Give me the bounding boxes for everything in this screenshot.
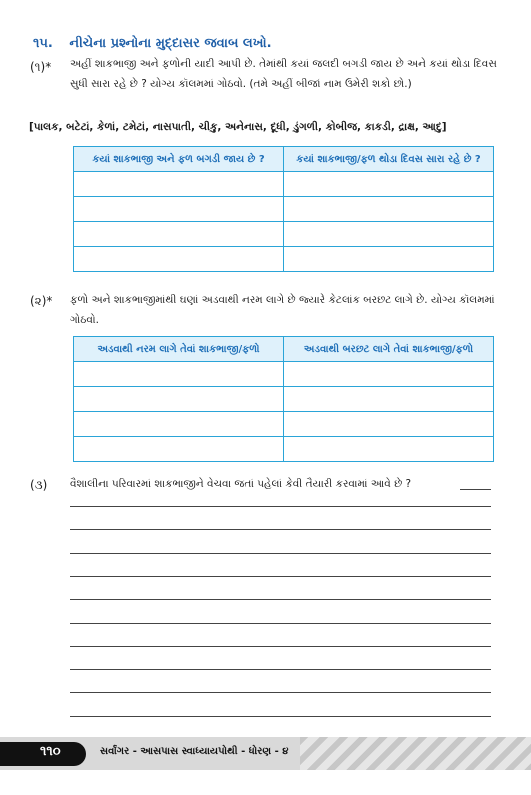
table-row xyxy=(74,387,494,412)
table-row xyxy=(74,197,494,222)
footer-book-title: સર્વાંગર - આસપાસ સ્વાધ્યાયપોથી - ધોરણ - ૪ xyxy=(100,746,289,757)
table-row xyxy=(74,222,494,247)
q3-number: (૩) xyxy=(30,478,48,492)
answer-cell[interactable] xyxy=(74,437,284,462)
table-row xyxy=(74,172,494,197)
q3-inline-answer-line[interactable] xyxy=(460,489,491,490)
answer-line[interactable] xyxy=(70,553,491,554)
answer-line[interactable] xyxy=(70,692,491,693)
table-row xyxy=(74,437,494,462)
answer-cell[interactable] xyxy=(284,197,494,222)
q1-item-list: [પાલક, બટેટાં, કેળાં, ટમેટાં, નાસપાતી, ચીકુ, અનેનાસ, દૂધી, ડુંગળી, કોબીજ, કાકડી, દ્રાક્ષ, આદુ] xyxy=(29,121,447,133)
q1-col-header-last: કયાં શાકભાજી/ફળ થોડા દિવસ સારા રહે છે ? xyxy=(284,147,494,172)
answer-line[interactable] xyxy=(70,623,491,624)
q2-text: ફળો અને શાકભાજીમાંથી ઘણાં અડવાથી નરમ લાગે છે જ્યારે કેટલાંક બરછટ લાગે છે. યોગ્ય કૉલમમાં ગોઠવો. xyxy=(70,294,495,326)
table-row xyxy=(74,362,494,387)
answer-line[interactable] xyxy=(70,529,491,530)
q1-table xyxy=(73,146,494,272)
answer-line[interactable] xyxy=(70,506,491,507)
table-row xyxy=(74,247,494,272)
answer-line[interactable] xyxy=(70,716,491,717)
q2-table xyxy=(73,336,494,462)
answer-line[interactable] xyxy=(70,576,491,577)
answer-cell[interactable] xyxy=(284,222,494,247)
q1-number: (૧)* xyxy=(30,60,52,74)
answer-cell[interactable] xyxy=(74,412,284,437)
answer-cell[interactable] xyxy=(284,412,494,437)
q2-number: (૨)* xyxy=(30,294,53,308)
answer-cell[interactable] xyxy=(284,247,494,272)
q2-col-header-rough: અડવાથી બરછટ લાગે તેવાં શાકભાજી/ફળો xyxy=(284,337,494,362)
answer-cell[interactable] xyxy=(74,172,284,197)
footer-stripes xyxy=(300,737,531,770)
table-row xyxy=(74,412,494,437)
exercise-heading xyxy=(33,36,272,51)
answer-cell[interactable] xyxy=(74,197,284,222)
q1-col-header-spoil: કયાં શાકભાજી અને ફળ બગડી જાય છે ? xyxy=(74,147,284,172)
exercise-title: નીચેના પ્રશ્નોના મુદ્દાસર જવાબ લખો. xyxy=(69,36,272,51)
answer-cell[interactable] xyxy=(74,387,284,412)
answer-cell[interactable] xyxy=(284,172,494,197)
answer-line[interactable] xyxy=(70,599,491,600)
answer-line[interactable] xyxy=(70,646,491,647)
answer-cell[interactable] xyxy=(284,387,494,412)
answer-cell[interactable] xyxy=(284,362,494,387)
answer-cell[interactable] xyxy=(74,222,284,247)
exercise-number: ૧૫. xyxy=(33,36,53,51)
page-number: ૧૧૦ xyxy=(40,744,61,759)
answer-cell[interactable] xyxy=(74,247,284,272)
answer-cell[interactable] xyxy=(284,437,494,462)
q3-text: વૈશાલીના પરિવારમાં શાકભાજીને વેચવા જતાં પહેલાં કેવી તૈયારી કરવામાં આવે છે ? xyxy=(70,478,412,490)
answer-cell[interactable] xyxy=(74,362,284,387)
q1-text: અહીં શાકભાજી અને ફળોની યાદી આપી છે. તેમાંથી કયાં જલદી બગડી જાય છે અને કયાં થોડા દિવસ સુધી સારા રહે છે ? યોગ્ય કૉલમમાં ગોઠવો. (તમે અહીં બીજાં નામ ઉમેરી શકો છો.) xyxy=(70,58,497,90)
answer-line[interactable] xyxy=(70,669,491,670)
q2-col-header-soft: અડવાથી નરમ લાગે તેવાં શાકભાજી/ફળો xyxy=(74,337,284,362)
